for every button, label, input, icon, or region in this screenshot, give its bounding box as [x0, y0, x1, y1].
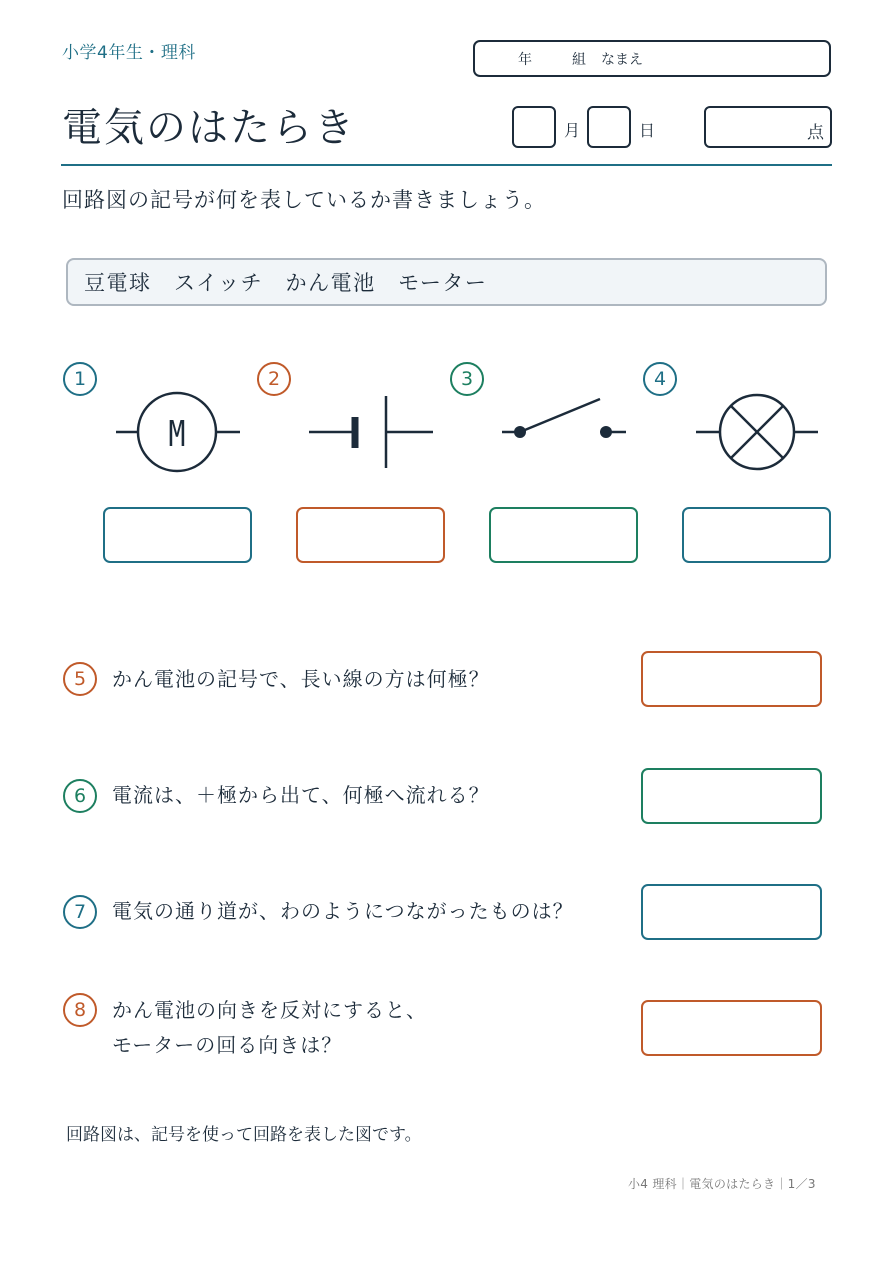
answer-box-6[interactable] [641, 768, 822, 824]
switch-contact-right [600, 426, 612, 438]
bulb-symbol [696, 395, 818, 469]
grade-subject: 小学4年生・理科 [62, 43, 196, 63]
page-title: 電気のはたらき [62, 105, 356, 151]
answer-box-8[interactable] [641, 1000, 822, 1056]
word-bank-item: 豆電球 [84, 271, 152, 295]
question-7-text: 電気の通り道が、わのようにつながったものは？ [112, 899, 574, 923]
battery-symbol [309, 396, 433, 468]
symbol-number-3: 3 [450, 362, 484, 396]
name-box-class-label: 組 [572, 52, 586, 68]
month-label: 月 [564, 121, 581, 140]
score-label: 点 [807, 123, 824, 143]
answer-box-5[interactable] [641, 651, 822, 707]
day-label: 日 [639, 121, 656, 140]
switch-contact-left [514, 426, 526, 438]
question-number-8: 8 [63, 993, 97, 1027]
word-bank-item: モーター [398, 271, 488, 295]
answer-box-3[interactable] [489, 507, 638, 563]
question-6-text: 電流は、＋極から出て、何極へ流れる？ [112, 783, 490, 807]
page-footer: 小4 理科｜電気のはたらき｜1／3 [628, 1177, 816, 1191]
question-8-text-line2: モーターの回る向きは？ [112, 1033, 343, 1057]
word-bank-item: かん電池 [285, 271, 376, 295]
question-5-text: かん電池の記号で、長い線の方は何極？ [112, 667, 490, 691]
answer-box-7[interactable] [641, 884, 822, 940]
motor-letter: M [168, 412, 186, 455]
symbol-number-4: 4 [643, 362, 677, 396]
answer-box-2[interactable] [296, 507, 445, 563]
name-box-year-label: 年 [518, 52, 532, 68]
name-box-name-label: なまえ [601, 52, 643, 68]
question-number-5: 5 [63, 662, 97, 696]
question-8-text-line1: かん電池の向きを反対にすると、 [112, 998, 427, 1022]
note-text: 回路図は、記号を使って回路を表した図です。 [66, 1125, 422, 1145]
symbol-number-2: 2 [257, 362, 291, 396]
word-bank-item: スイッチ [174, 271, 264, 295]
symbol-number-1: 1 [63, 362, 97, 396]
answer-box-4[interactable] [682, 507, 831, 563]
question-number-7: 7 [63, 895, 97, 929]
answer-box-1[interactable] [103, 507, 252, 563]
instruction: 回路図の記号が何を表しているか書きましょう。 [62, 188, 546, 212]
question-number-6: 6 [63, 779, 97, 813]
